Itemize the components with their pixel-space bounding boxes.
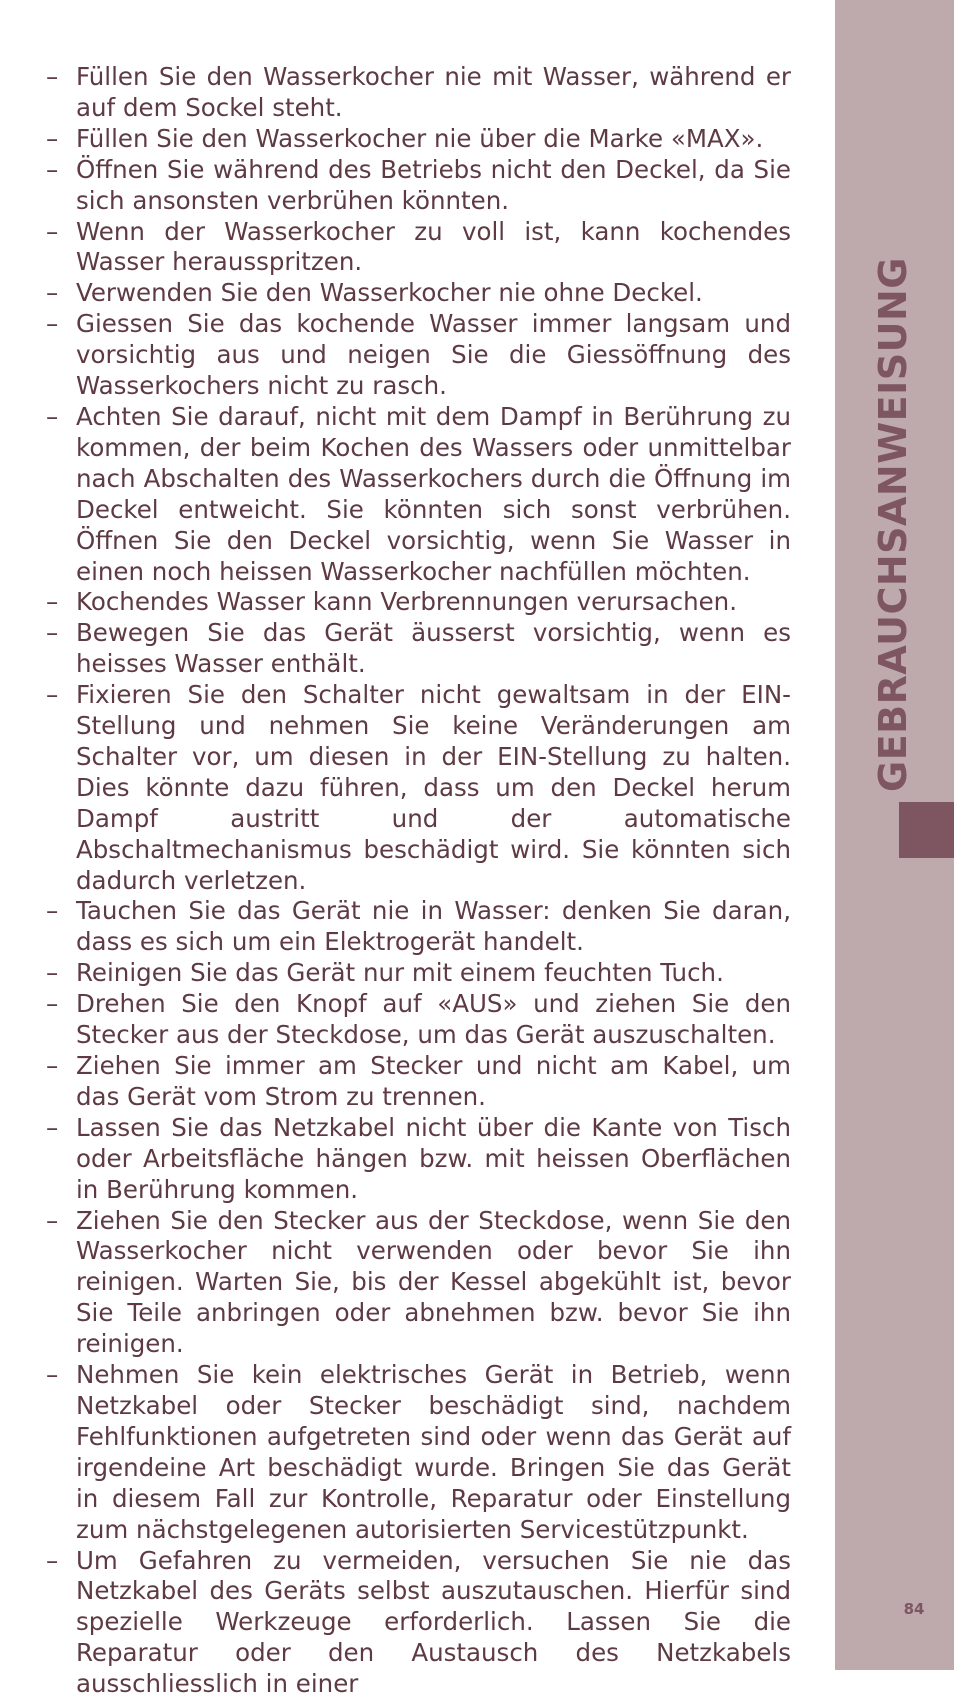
list-item-text: Öffnen Sie während des Betriebs nicht den Deckel, da Sie sich ansonsten verbrühen könnten. [76,155,791,215]
bullet-dash: – [46,278,58,309]
list-item-text: Nehmen Sie kein elektrisches Gerät in Betrieb, wenn Netzkabel oder Stecker beschädigt sind, nachdem Fehlfunktionen aufgetreten sind oder wenn das Gerät auf irgendeine Art beschädigt wurde. Bringen Sie das Gerät in diesem Fall zur Kontrolle, Reparatur oder Einstellung zum nächstgelegenen autorisierten Servicestützpunkt. [76,1360,791,1544]
list-item [46,896,791,958]
bullet-dash: – [46,155,58,186]
list-item-text: Drehen Sie den Knopf auf «AUS» und ziehen Sie den Stecker aus der Steckdose, um das Gerät auszuschalten. [76,989,791,1049]
list-item-text: Achten Sie darauf, nicht mit dem Dampf in Berührung zu kommen, der beim Kochen des Wassers oder unmittelbar nach Abschalten des Wasserkochers durch die Öffnung im Deckel entweicht. Sie könnten sich sonst verbrühen. Öffnen Sie den Deckel vorsichtig, wenn Sie Wasser in einen noch heissen Wasserkocher nachfüllen möchten. [76,402,791,586]
bullet-dash: – [46,989,58,1020]
list-item-text: Fixieren Sie den Schalter nicht gewaltsam in der EIN-Stellung und nehmen Sie keine Veränderungen am Schalter vor, um diesen in der EIN-Stellung zu halten. Dies könnte dazu führen, dass um den Deckel herum Dampf austritt und der automatische Abschaltmechanismus beschädigt wird. Sie könnten sich dadurch verletzen. [76,680,791,894]
instruction-body [46,62,791,1700]
bullet-dash: – [46,217,58,248]
list-item [46,618,791,680]
list-item-text: Füllen Sie den Wasserkocher nie über die Marke «MAX». [76,124,763,153]
list-item [46,62,791,124]
list-item-text: Ziehen Sie immer am Stecker und nicht am Kabel, um das Gerät vom Strom zu trennen. [76,1051,791,1111]
list-item [46,309,791,402]
bullet-dash: – [46,958,58,989]
section-title: GEBRAUCHSANWEISUNG [869,257,917,792]
list-item-text: Verwenden Sie den Wasserkocher nie ohne Deckel. [76,278,703,307]
bullet-dash: – [46,1206,58,1237]
list-item-text: Wenn der Wasserkocher zu voll ist, kann kochendes Wasser herausspritzen. [76,217,791,277]
list-item [46,680,791,896]
list-item [46,124,791,155]
bullet-dash: – [46,62,58,93]
list-item-text: Kochendes Wasser kann Verbrennungen verursachen. [76,587,737,616]
list-item-text: Reinigen Sie das Gerät nur mit einem feuchten Tuch. [76,958,724,987]
bullet-dash: – [46,309,58,340]
bullet-dash: – [46,587,58,618]
list-item-text: Lassen Sie das Netzkabel nicht über die Kante von Tisch oder Arbeitsfläche hängen bzw. mit heissen Oberflächen in Berührung kommen. [76,1113,791,1204]
bullet-dash: – [46,1051,58,1082]
list-item-text: Füllen Sie den Wasserkocher nie mit Wasser, während er auf dem Sockel steht. [76,62,791,122]
bullet-dash: – [46,402,58,433]
list-item [46,1206,791,1361]
list-item-text: Ziehen Sie den Stecker aus der Steckdose, wenn Sie den Wasserkocher nicht verwenden oder bevor Sie ihn reinigen. Warten Sie, bis der Kessel abgekühlt ist, bevor Sie Teile anbringen oder abnehmen bzw. bevor Sie ihn reinigen. [76,1206,791,1359]
page-number: 84 [898,1600,930,1618]
list-item [46,1051,791,1113]
bullet-dash: – [46,896,58,927]
list-item [46,278,791,309]
bullet-dash: – [46,1360,58,1391]
list-item-text: Tauchen Sie das Gerät nie in Wasser: denken Sie daran, dass es sich um ein Elektrogerät handelt. [76,896,791,956]
list-item [46,587,791,618]
list-item [46,217,791,279]
safety-instruction-list [46,62,791,1700]
bullet-dash: – [46,680,58,711]
section-tab-marker [899,802,954,858]
bullet-dash: – [46,1113,58,1144]
bullet-dash: – [46,618,58,649]
bullet-dash: – [46,124,58,155]
list-item [46,989,791,1051]
list-item [46,155,791,217]
list-item-text: Um Gefahren zu vermeiden, versuchen Sie nie das Netzkabel des Geräts selbst auszutauschen. Hierfür sind spezielle Werkzeuge erforderlich. Lassen Sie die Reparatur oder den Austausch des Netzkabels ausschliesslich in einer [76,1546,791,1699]
list-item-text: Bewegen Sie das Gerät äusserst vorsichtig, wenn es heisses Wasser enthält. [76,618,791,678]
list-item [46,1113,791,1206]
list-item [46,1360,791,1545]
list-item [46,958,791,989]
sidebar-section-tab [835,0,954,1670]
list-item [46,402,791,587]
list-item-text: Giessen Sie das kochende Wasser immer langsam und vorsichtig aus und neigen Sie die Giessöffnung des Wasserkochers nicht zu rasch. [76,309,791,400]
bullet-dash: – [46,1546,58,1577]
list-item [46,1546,791,1700]
